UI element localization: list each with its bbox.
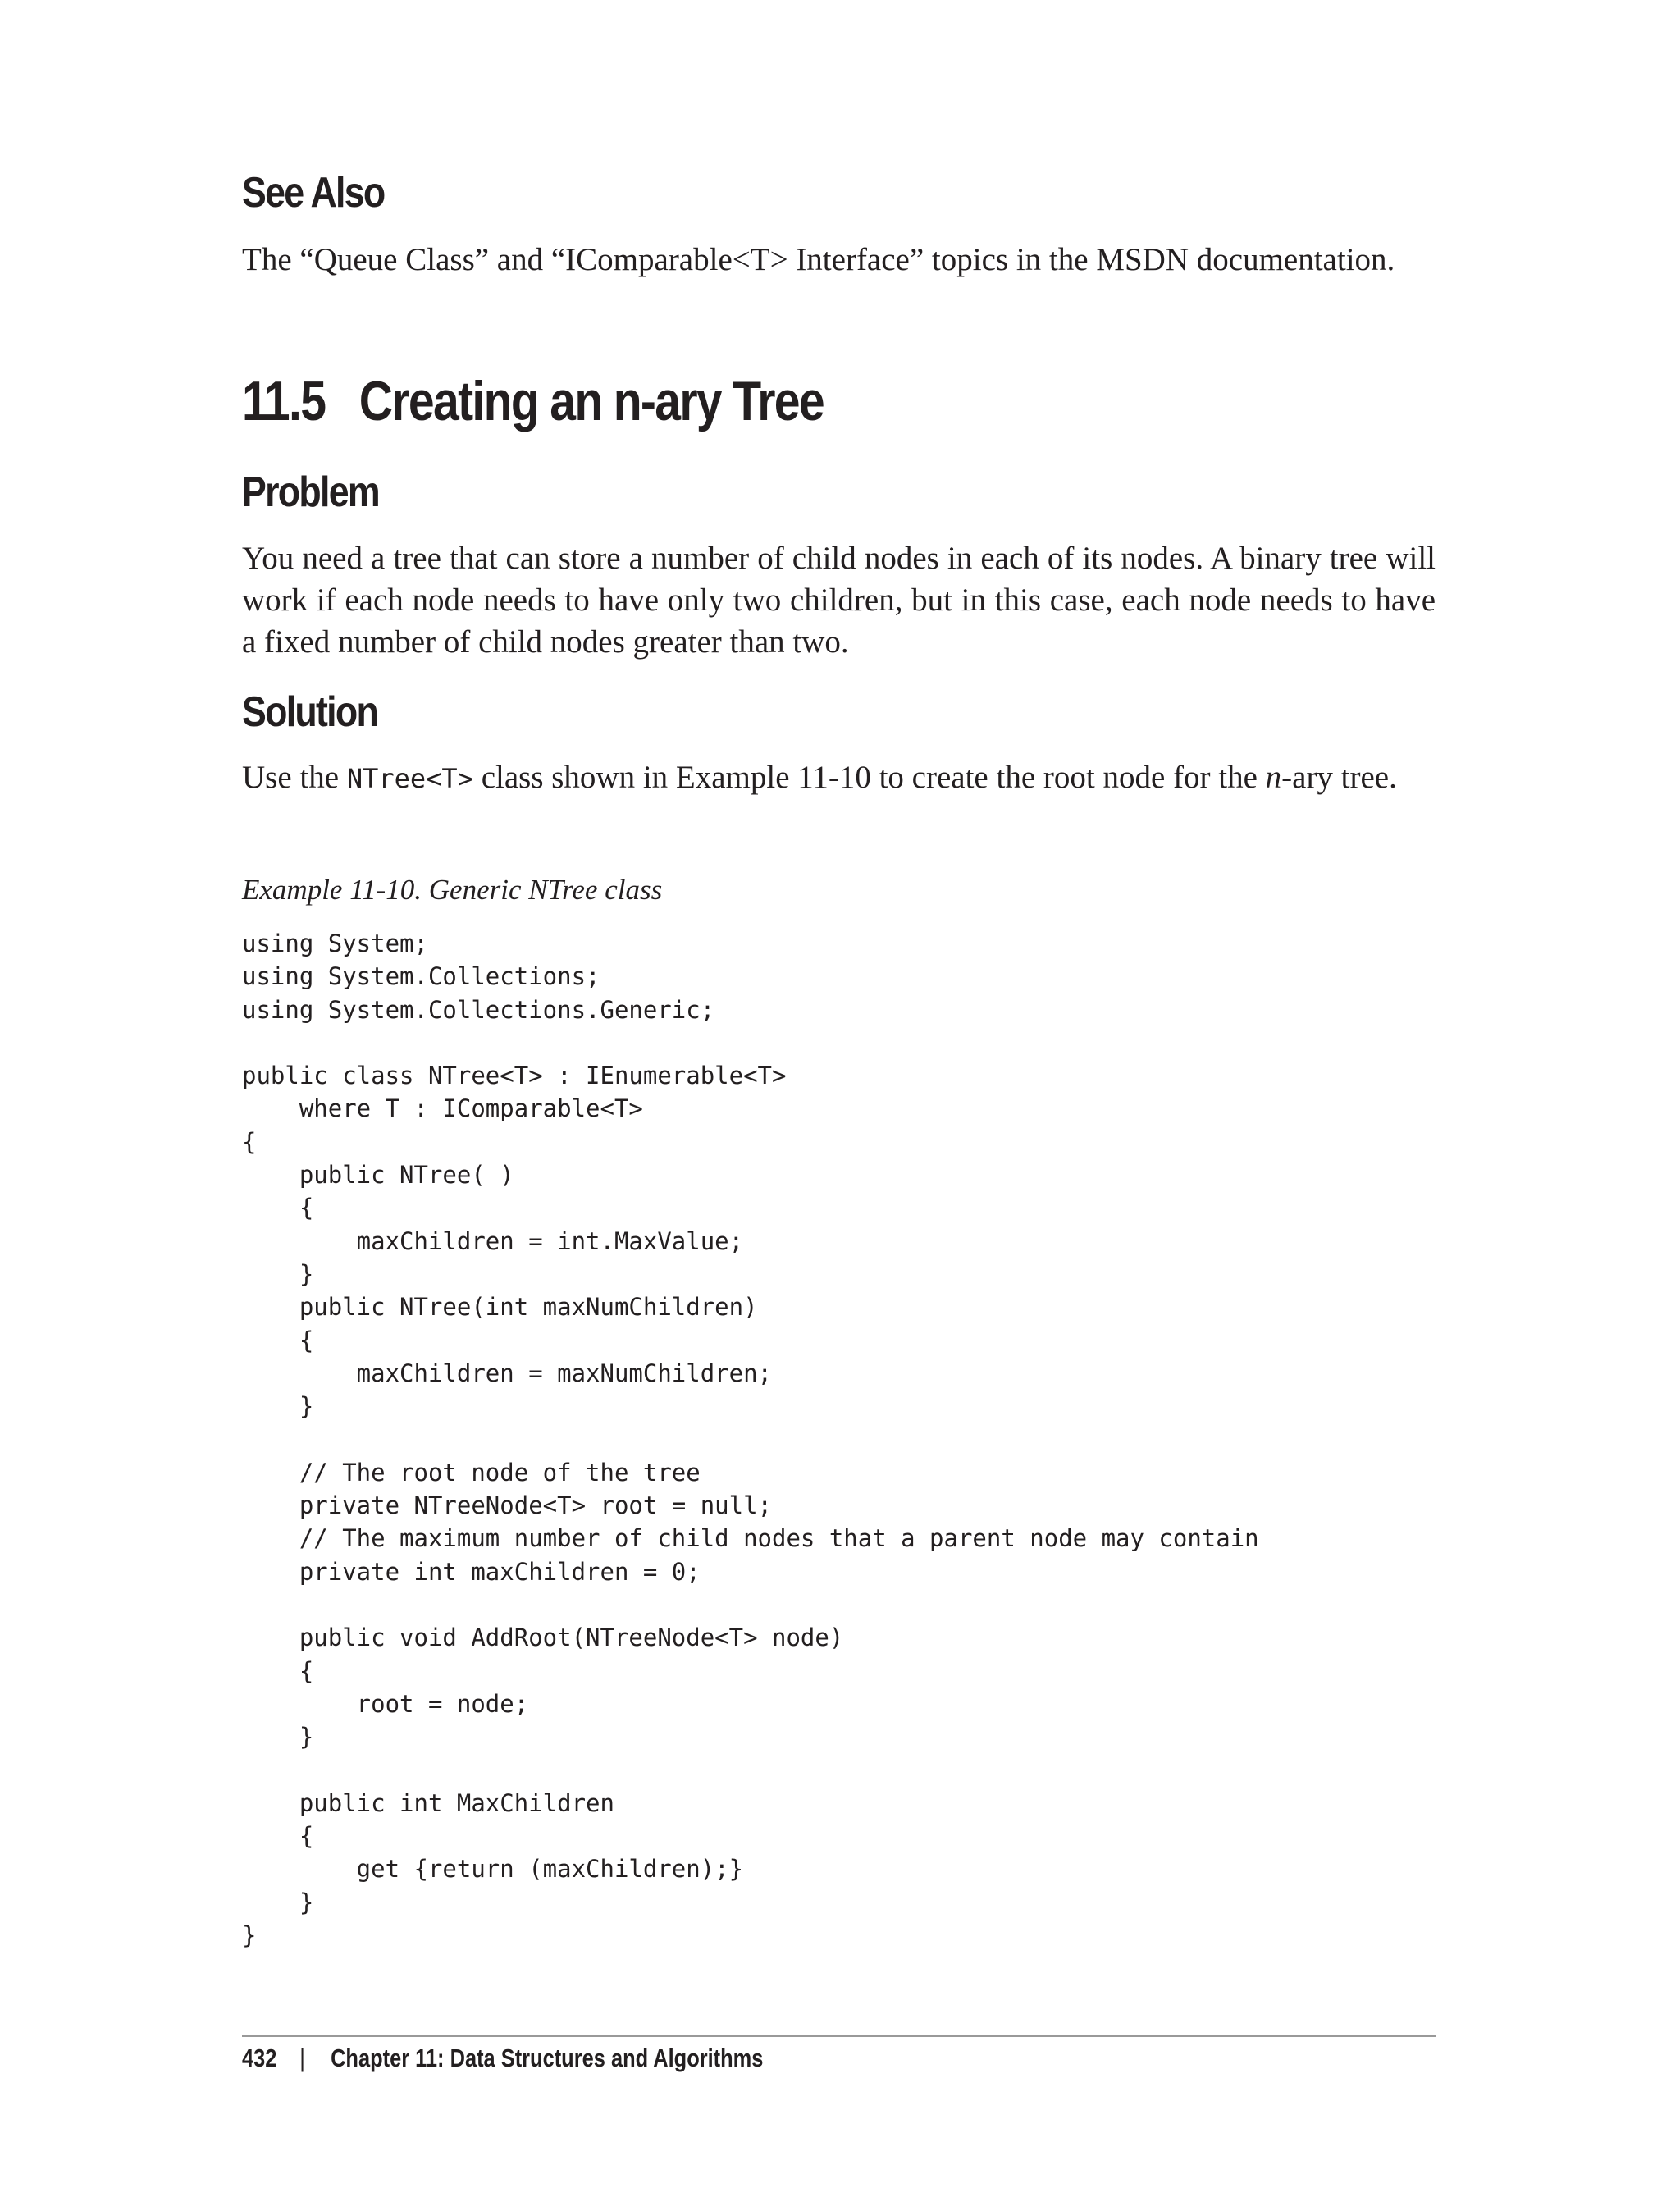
page-number: 432 [242, 2044, 277, 2072]
solution-text-after: -ary tree. [1281, 760, 1397, 795]
see-also-paragraph: The “Queue Class” and “IComparable<T> Interface” topics in the MSDN documentation. [242, 242, 1395, 277]
solution-italic-term: n [1265, 760, 1282, 795]
solution-paragraph [242, 756, 1436, 800]
page-footer [242, 2044, 763, 2073]
section-heading [242, 369, 824, 433]
see-also-heading: See Also [242, 169, 385, 217]
solution-text-before: Use the [242, 760, 347, 795]
solution-text-middle: class shown in Example 11-10 to create the root node for the [472, 760, 1266, 795]
solution-code-term: NTree<T> [346, 763, 473, 794]
example-caption: Example 11-10. Generic NTree class [242, 874, 663, 906]
section-title: Creating an n-ary Tree [358, 370, 824, 432]
section-number: 11.5 [242, 370, 326, 432]
solution-heading: Solution [242, 688, 378, 736]
code-listing: using System; using System.Collections; using System.Collections.Generic; public class NTree<T> : IEnumerable<T> where T : IComparable<T> { public NTree( ) { maxChildren = int.MaxValue; } public NTree(int maxNumChildren) { maxChildren = maxNumChildren; } // The root node of the tree private NTreeNode<T> root = null; // The maximum number of child nodes that a parent node may contain private int maxChildren = 0; public void AddRoot(NTreeNode<T> node) { root = node; } public int MaxChildren { get {return (maxChildren);} } } [242, 929, 1259, 1949]
problem-paragraph: You need a tree that can store a number of child nodes in each of its nodes. A binary tree will work if each node needs to have only two children, but in this case, each node needs to have a fixed number of child nodes greater than two. [242, 541, 1436, 660]
problem-heading: Problem [242, 468, 379, 516]
footer-divider [242, 2035, 1436, 2037]
footer-separator: | [299, 2044, 305, 2072]
chapter-title: Chapter 11: Data Structures and Algorithms [331, 2044, 764, 2072]
